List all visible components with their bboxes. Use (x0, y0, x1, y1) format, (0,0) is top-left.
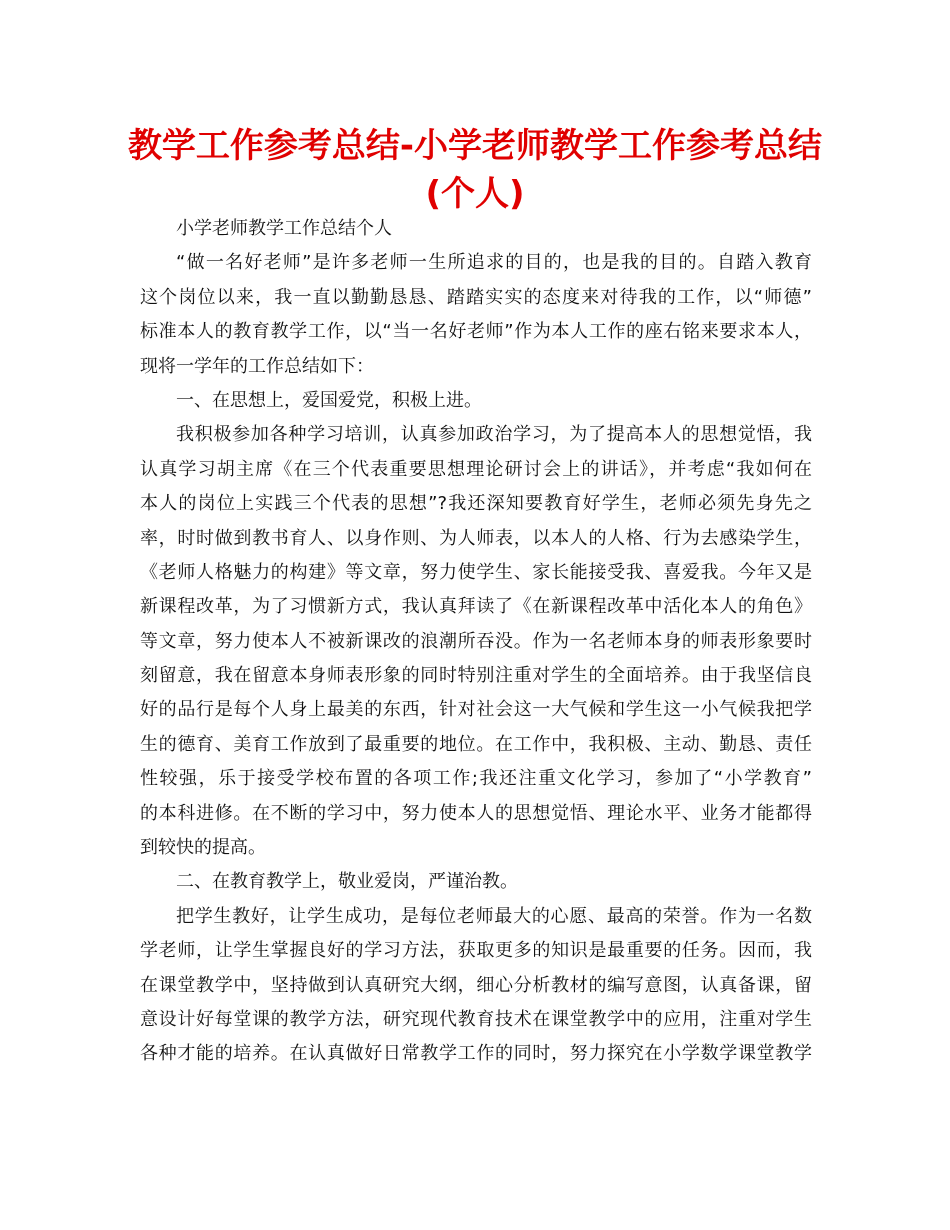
text-line: 到较快的提高。 (140, 837, 266, 859)
document-title-line-1: 教学工作参考总结-小学老师教学工作参考总结 (127, 126, 823, 166)
text-line: 各种才能的培养。在认真做好日常教学工作的同时，努力探究在小学数学课堂教学 (140, 1043, 812, 1065)
text-line: 把学生教好，让学生成功，是每位老师最大的心愿、最高的荣誉。作为一名数 (176, 905, 812, 927)
text-line: 在课堂教学中，坚持做到认真研究大纲，细心分析教材的编写意图，认真备课，留 (140, 974, 812, 996)
text-line: 率，时时做到教书育人、以身作则、为人师表，以本人的人格、行为去感染学生， (140, 527, 812, 549)
text-line: 生的德育、美育工作放到了最重要的地位。在工作中，我积极、主动、勤恳、责任 (140, 733, 812, 755)
text-line: 性较强，乐于接受学校布置的各项工作;我还注重文化学习，参加了“小学教育” (140, 768, 812, 790)
text-line: 小学老师教学工作总结个人 (176, 218, 392, 239)
text-line: 意设计好每堂课的教学方法，研究现代教育技术在课堂教学中的应用，注重对学生 (140, 1008, 812, 1030)
text-line: 认真学习胡主席《在三个代表重要思想理论研讨会上的讲话》，并考虑“我如何在 (140, 458, 812, 480)
text-line: 学老师，让学生掌握良好的学习方法，获取更多的知识是最重要的任务。因而，我 (140, 940, 812, 962)
text-line: 标准本人的教育教学工作，以“当一名好老师”作为本人工作的座右铭来要求本人， (140, 321, 812, 343)
text-line: 我积极参加各种学习培训，认真参加政治学习，为了提高本人的思想觉悟，我 (176, 424, 812, 446)
text-line: 好的品行是每个人身上最美的东西，针对社会这一大气候和学生这一小气候我把学 (140, 699, 812, 721)
text-line: 刻留意，我在留意本身师表形象的同时特别注重对学生的全面培养。由于我坚信良 (140, 665, 812, 687)
text-line: 一、在思想上，爱国爱党，积极上进。 (176, 389, 482, 411)
text-line: 的本科进修。在不断的学习中，努力使本人的思想觉悟、理论水平、业务才能都得 (140, 802, 812, 824)
text-line: 这个岗位以来，我一直以勤勤恳恳、踏踏实实的态度来对待我的工作，以“师德” (140, 286, 812, 308)
document-body (140, 212, 812, 1072)
document-title-line-2: (个人) (425, 174, 525, 214)
text-line: 新课程改革，为了习惯新方式，我认真拜读了《在新课程改革中活化本人的角色》 (140, 596, 812, 618)
text-line: 现将一学年的工作总结如下： (140, 355, 374, 377)
text-line: “做一名好老师”是许多老师一生所追求的目的，也是我的目的。自踏入教育 (176, 252, 812, 274)
text-line: 等文章，努力使本人不被新课改的浪潮所吞没。作为一名老师本身的师表形象要时 (140, 630, 812, 652)
text-line: 二、在教育教学上，敬业爱岗，严谨治教。 (176, 871, 518, 893)
text-line: 《老师人格魅力的构建》等文章，努力使学生、家长能接受我、喜爱我。今年又是 (140, 561, 812, 583)
text-line: 本人的岗位上实践三个代表的思想”?我还深知要教育好学生，老师必须先身先之 (140, 493, 812, 515)
